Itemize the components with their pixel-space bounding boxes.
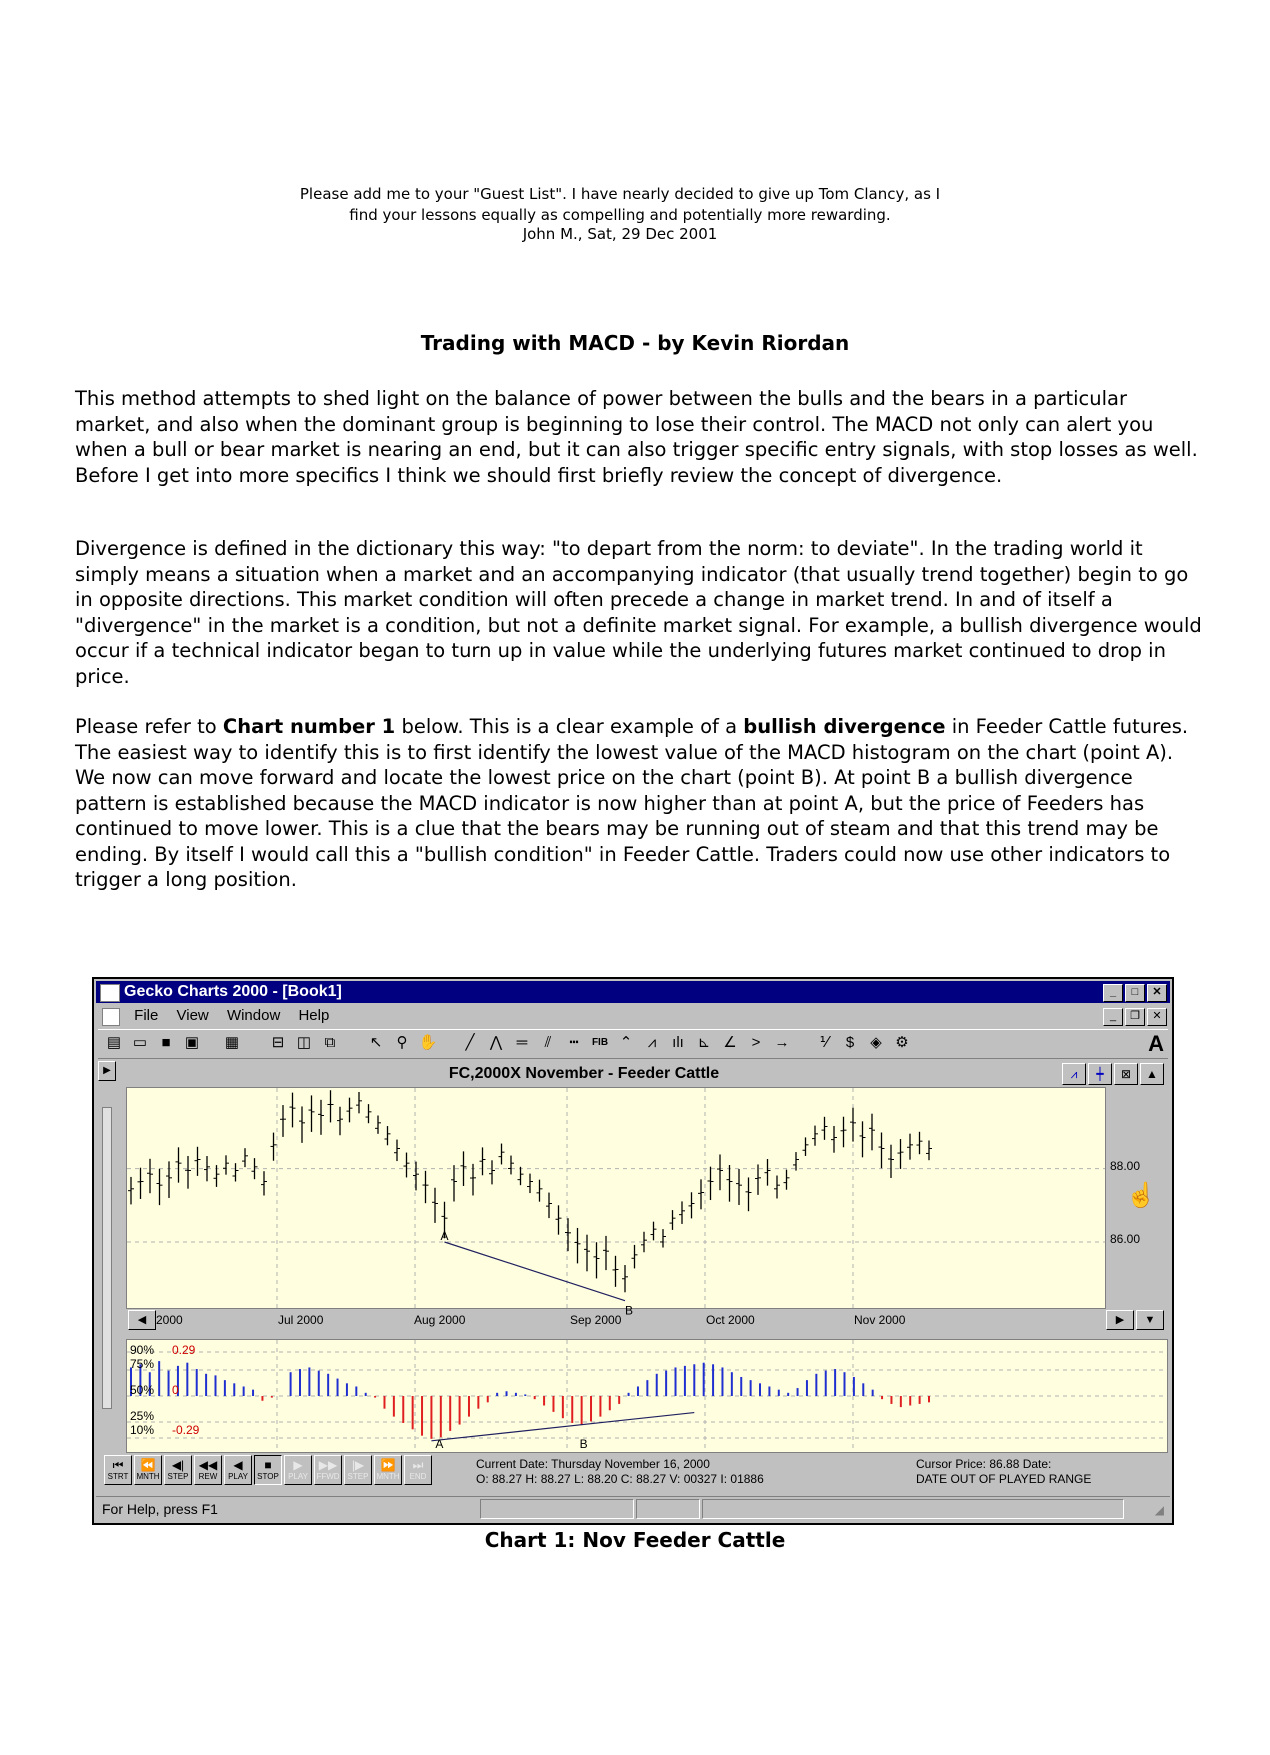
month-forward-button[interactable]: ⏩ MNTH <box>374 1455 402 1485</box>
macd-chart[interactable] <box>126 1339 1168 1453</box>
cascade-icon[interactable]: ⧉ <box>324 1034 336 1051</box>
point-a-label: A <box>440 1229 449 1243</box>
chart-title: FC,2000X November - Feeder Cattle <box>448 1065 720 1082</box>
cursor-info <box>916 1457 1091 1487</box>
end-button[interactable]: ⏭ END <box>404 1455 432 1485</box>
hand-icon[interactable]: ✋ <box>418 1034 438 1051</box>
play-back-button[interactable]: ◀ PLAY <box>224 1455 252 1485</box>
x-tick-label: Oct 2000 <box>706 1313 755 1327</box>
macd-pct-label: 25% <box>130 1409 155 1423</box>
time-axis <box>126 1309 1164 1331</box>
price-chart[interactable] <box>126 1087 1106 1318</box>
split-horizontal-icon[interactable]: ⊟ <box>271 1034 285 1051</box>
wave-icon[interactable]: ⌃ <box>619 1034 633 1051</box>
current-date: Current Date: Thursday November 16, 2000 <box>476 1457 710 1471</box>
p3-text-c: below. This is a clear example of a <box>395 715 744 738</box>
paragraph-divergence: Divergence is defined in the dictionary this way: "to depart from the norm: to deviate". In the trading world it simply means a situation when a market and an accompanying indicator (that usually trend together) begin to go in opposite directions. This market condition will often precede a change in market trend. In and of itself a "divergence" in the market is a condition, but not a definite market signal. For example, a bullish divergence would occur if a technical indicator began to turn up in value while the underlying futures market continued to drop in price. <box>75 537 1202 688</box>
toolbar <box>98 1029 1168 1059</box>
article-title: Trading with MACD - by Kevin Riordan <box>420 331 850 355</box>
ohlc-values: O: 88.27 H: 88.27 L: 88.20 C: 88.27 V: 00327 I: 01886 <box>476 1472 764 1486</box>
doc-restore-icon[interactable]: ❐ <box>1125 1008 1145 1026</box>
status-pane <box>636 1499 700 1519</box>
bars-tool-icon[interactable]: ılı <box>672 1034 684 1051</box>
ratio-icon[interactable]: ⅟ <box>819 1034 829 1051</box>
chart-icon[interactable]: ▦ <box>224 1034 240 1051</box>
stop-button[interactable]: ■ STOP <box>254 1455 282 1485</box>
print-icon[interactable]: ▣ <box>184 1034 200 1051</box>
grid-off-icon[interactable]: ⊠ <box>1114 1063 1138 1085</box>
menu-view[interactable]: View <box>176 1007 209 1024</box>
macd-pct-label: 75% <box>130 1357 155 1371</box>
quote-line-2: find your lessons equally as compelling and potentially more rewarding. <box>349 206 891 224</box>
scroll-down-icon[interactable]: ▼ <box>1136 1310 1164 1330</box>
bar-type-icon[interactable]: ┿ <box>1088 1063 1112 1085</box>
status-text: For Help, press F1 <box>102 1501 218 1517</box>
macd-value-label: 0 <box>172 1383 179 1397</box>
p3-text-a: Please refer to <box>75 715 223 738</box>
app-icon <box>100 984 120 1002</box>
step-forward-button[interactable]: |▶ STEP <box>344 1455 372 1485</box>
chart-style-icon[interactable]: ⩘ <box>1062 1063 1086 1085</box>
save-icon[interactable]: ■ <box>161 1034 171 1051</box>
settings-icon[interactable]: ⚙ <box>895 1034 909 1051</box>
menu-bar <box>96 1005 1170 1027</box>
point-b-label: B <box>579 1437 588 1451</box>
minimize-icon[interactable]: _ <box>1103 984 1123 1002</box>
left-scroll-strip <box>98 1061 116 1427</box>
testimonial-quote <box>230 184 1010 242</box>
buy-arrow-icon[interactable]: → <box>774 1034 790 1051</box>
dollar-icon[interactable]: $ <box>845 1034 855 1051</box>
window-titlebar <box>96 981 1170 1003</box>
line-tool-icon[interactable]: ╱ <box>465 1034 475 1051</box>
p3-chart-number: Chart number 1 <box>222 715 396 738</box>
hand-cursor-icon: ☝ <box>1126 1182 1156 1209</box>
chart-caption: Chart 1: Nov Feeder Cattle <box>484 1528 786 1552</box>
x-tick-label: Sep 2000 <box>570 1313 622 1327</box>
document-icon <box>102 1008 120 1026</box>
fan-icon[interactable]: ⊾ <box>697 1034 711 1051</box>
paragraph-chart-reference <box>75 714 1205 893</box>
dotted-lines-icon[interactable]: ┅ <box>569 1034 579 1051</box>
cycle-icon[interactable]: ⩘ <box>647 1034 657 1051</box>
x-tick-label: Jul 2000 <box>278 1313 324 1327</box>
step-back-button[interactable]: ◀| STEP <box>164 1455 192 1485</box>
cursor-price: Cursor Price: 86.88 Date: <box>916 1457 1052 1471</box>
point-b-label: B <box>625 1303 634 1318</box>
open-icon[interactable]: ▭ <box>132 1034 148 1051</box>
scroll-left-icon[interactable]: ◀ <box>128 1310 156 1330</box>
angle-icon[interactable]: ∠ <box>723 1034 737 1051</box>
split-vertical-icon[interactable]: ◫ <box>296 1034 312 1051</box>
divergence-line <box>445 1242 626 1301</box>
paragraph-intro: This method attempts to shed light on the balance of power between the bulls and the bears in a particular market, and also when the dominant group is beginning to lose their control. The MACD not only can alert you when a bull or bear market is nearing an end, but it can also trigger specific entry signals, with stop losses as well. Before I get into more specifics I think we should first briefly review the concept of divergence. <box>75 387 1198 487</box>
price-axis <box>1106 1087 1162 1307</box>
doc-close-icon[interactable]: ✕ <box>1147 1008 1167 1026</box>
menu-file[interactable]: File <box>134 1007 159 1024</box>
expand-arrow-icon[interactable]: ▶ <box>98 1061 116 1081</box>
gecko-charts-screenshot <box>92 977 1174 1525</box>
menu-help[interactable]: Help <box>298 1007 330 1024</box>
p3-text-e: in Feeder Cattle futures. The easiest way to identify this is to first identify the lowest value of the MACD histogram on the chart (point A). We now can move forward and locate the lowest price on the chart (point B). At point B a bullish divergence pattern is established because the MACD indicator is now higher than at point A, but the price of Feeders has continued to move lower. This is a clue that the bears may be running out of steam and that this trend may be ending. By itself I would call this a "bullish condition" in Feeder Cattle. Traders could now use other indicators to trigger a long position. <box>75 715 1189 891</box>
close-icon[interactable]: ✕ <box>1147 984 1167 1002</box>
status-pane <box>702 1499 1124 1519</box>
book-icon[interactable]: ▤ <box>106 1034 122 1051</box>
y-tick-label: 86.00 <box>1110 1232 1141 1246</box>
date-range: DATE OUT OF PLAYED RANGE <box>916 1472 1092 1486</box>
macd-pct-label: 10% <box>130 1423 155 1437</box>
scroll-right-icon[interactable]: ▶ <box>1106 1310 1134 1330</box>
macd-value-label: 0.29 <box>172 1343 196 1357</box>
x-tick-label: Aug 2000 <box>414 1313 466 1327</box>
greater-icon[interactable]: > <box>751 1034 761 1051</box>
chart-header <box>124 1063 1158 1085</box>
start-button[interactable]: ⏮ STRT <box>104 1455 132 1485</box>
eraser-icon[interactable]: ◈ <box>870 1034 882 1051</box>
rewind-button[interactable]: ◀◀ REW <box>194 1455 222 1485</box>
point-a-label: A <box>435 1437 444 1451</box>
resize-grip-icon[interactable]: ◢ <box>1154 1503 1164 1517</box>
zoom-icon[interactable]: ⚲ <box>396 1034 408 1051</box>
p3-bullish-divergence: bullish divergence <box>743 715 946 738</box>
x-tick-label: Nov 2000 <box>854 1313 906 1327</box>
status-bar <box>96 1496 1170 1521</box>
pointer-icon[interactable]: ↖ <box>369 1034 383 1051</box>
doc-minimize-icon[interactable]: _ <box>1103 1008 1123 1026</box>
status-pane <box>480 1499 634 1519</box>
macd-pct-label: 50% <box>130 1383 155 1397</box>
macd-value-label: -0.29 <box>172 1423 200 1437</box>
y-tick-label: 88.00 <box>1110 1159 1141 1173</box>
font-icon[interactable]: A <box>1148 1031 1164 1056</box>
month-back-button[interactable]: ⏪ MNTH <box>134 1455 162 1485</box>
bar-info <box>476 1457 764 1487</box>
maximize-icon[interactable]: □ <box>1125 984 1145 1002</box>
quote-attribution: John M., Sat, 29 Dec 2001 <box>522 225 718 243</box>
x-tick-label: 2000 <box>156 1313 183 1327</box>
play-button[interactable]: ▶ PLAY <box>284 1455 312 1485</box>
fibonacci-icon[interactable]: FIB <box>591 1037 609 1048</box>
window-title: Gecko Charts 2000 - [Book1] <box>124 983 342 1000</box>
fast-forward-button[interactable]: ▶▶ FFWD <box>314 1455 342 1485</box>
quote-line-1: Please add me to your "Guest List". I have nearly decided to give up Tom Clancy, as I <box>299 185 941 203</box>
polyline-tool-icon[interactable]: ⋀ <box>489 1034 503 1051</box>
macd-pct-label: 90% <box>130 1343 155 1357</box>
horizontal-line-icon[interactable]: ═ <box>516 1034 528 1051</box>
menu-window[interactable]: Window <box>226 1007 281 1024</box>
scroll-up-icon[interactable]: ▲ <box>1140 1063 1164 1085</box>
parallel-lines-icon[interactable]: ⫽ <box>544 1034 552 1051</box>
vertical-scrollbar[interactable] <box>102 1107 112 1409</box>
